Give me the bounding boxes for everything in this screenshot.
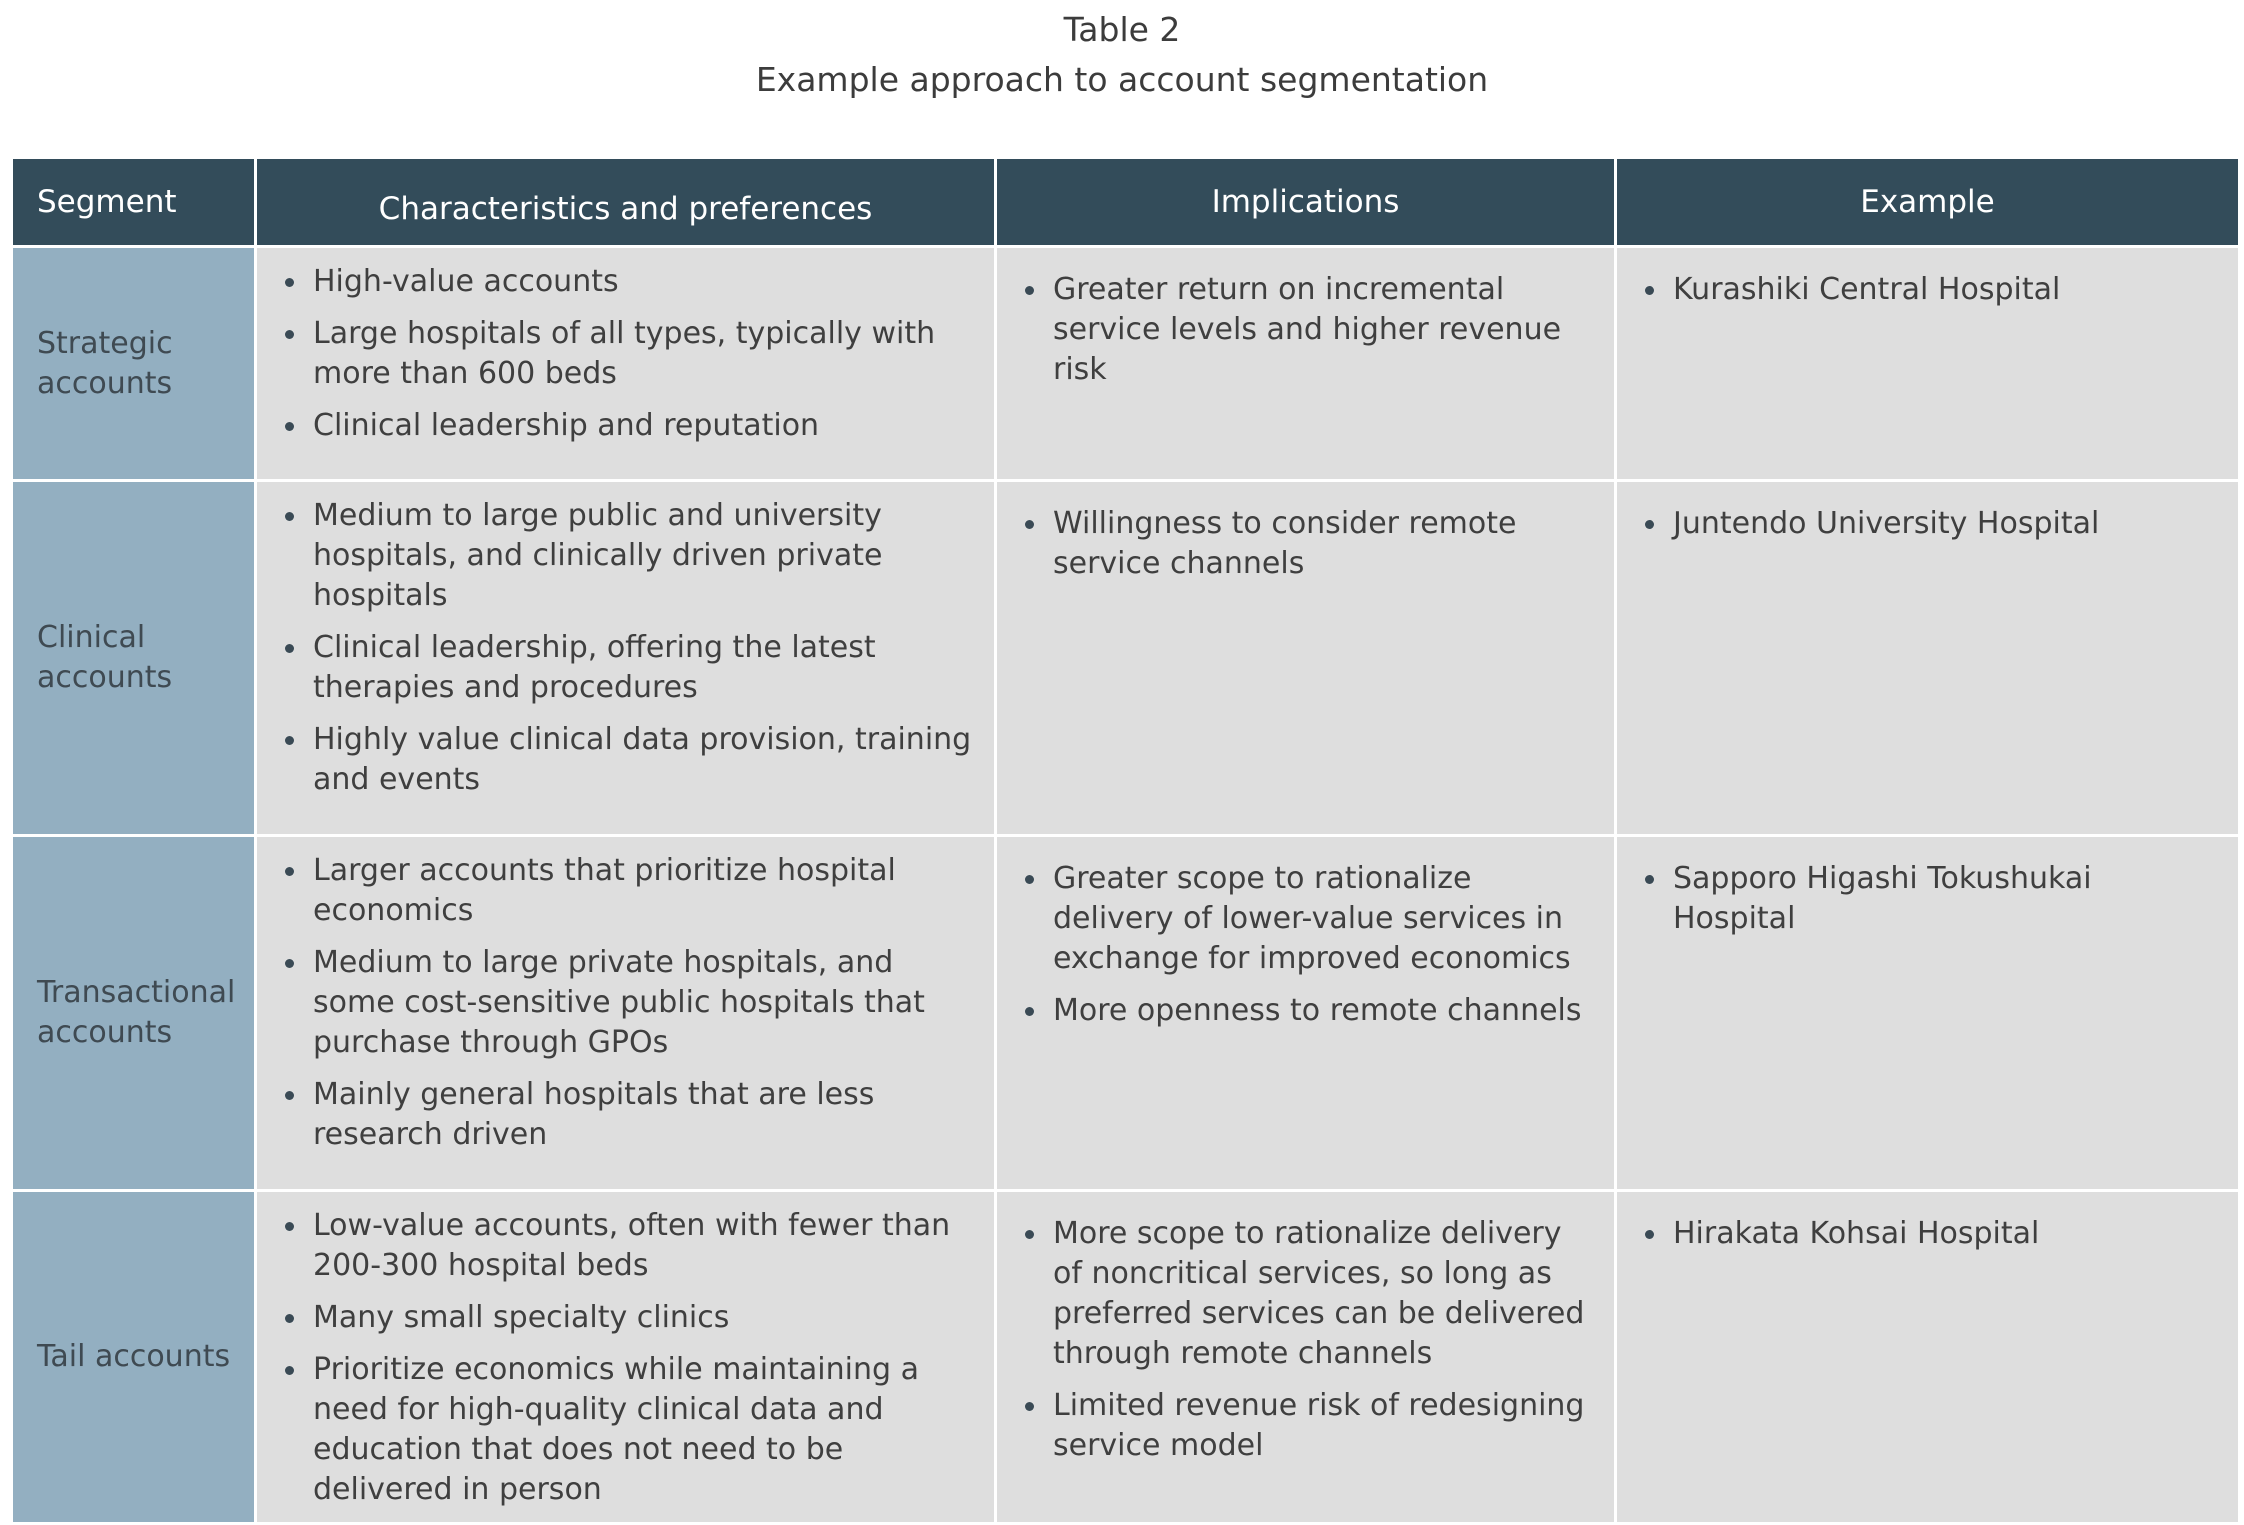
table-row-transactional — [12, 836, 2240, 1191]
characteristics-cell — [256, 247, 996, 481]
example-list — [1639, 270, 2218, 310]
list-item: Greater scope to rationalize delivery of lower-value services in exchange for improved economics — [1019, 859, 1594, 979]
segment-name — [12, 247, 256, 481]
list-item: Hirakata Kohsai Hospital — [1639, 1214, 2218, 1254]
characteristics-list — [279, 262, 982, 446]
header-segment: Segment — [12, 158, 256, 247]
characteristics-list — [279, 1206, 982, 1510]
list-item: More scope to rationalize delivery of noncritical services, so long as preferred services can be delivered through remote channels — [1019, 1214, 1594, 1374]
example-list — [1639, 504, 2218, 544]
example-list — [1639, 1214, 2218, 1254]
list-item: More openness to remote channels — [1019, 991, 1594, 1031]
segment-name — [12, 836, 256, 1191]
list-item: Greater return on incremental service levels and higher revenue risk — [1019, 270, 1594, 390]
example-cell — [1616, 1191, 2240, 1524]
list-item: Clinical leadership and reputation — [279, 406, 982, 446]
characteristics-list — [279, 496, 982, 800]
table-row-strategic — [12, 247, 2240, 481]
list-item: Medium to large public and university hospitals, and clinically driven private hospitals — [279, 496, 982, 616]
implications-cell — [996, 481, 1616, 836]
table-title: Example approach to account segmentation — [755, 60, 1489, 99]
list-item: Willingness to consider remote service channels — [1019, 504, 1594, 584]
list-item: Prioritize economics while maintaining a need for high-quality clinical data and education that does not need to be delivered in person — [279, 1350, 982, 1510]
list-item: Larger accounts that prioritize hospital economics — [279, 851, 982, 931]
segment-label: Tail accounts — [37, 1339, 231, 1374]
segment-name — [12, 1191, 256, 1524]
implications-list — [1019, 1214, 1594, 1466]
segment-label: Strategic accounts — [37, 325, 173, 401]
header-example: Example — [1616, 158, 2240, 247]
list-item: Low-value accounts, often with fewer than 200-300 hospital beds — [279, 1206, 982, 1286]
list-item: Juntendo University Hospital — [1639, 504, 2218, 544]
list-item: Sapporo Higashi Tokushukai Hospital — [1639, 859, 2218, 939]
table-row-tail — [12, 1191, 2240, 1524]
implications-list — [1019, 270, 1594, 390]
example-cell — [1616, 836, 2240, 1191]
segment-label: Clinical accounts — [37, 620, 173, 695]
list-item: Highly value clinical data provision, training and events — [279, 720, 982, 800]
segment-label: Transactional accounts — [37, 975, 236, 1050]
implications-cell — [996, 247, 1616, 481]
list-item: Medium to large private hospitals, and some cost-sensitive public hospitals that purchase through GPOs — [279, 943, 982, 1063]
header-row — [12, 158, 2240, 247]
example-list — [1639, 859, 2218, 939]
characteristics-list — [279, 851, 982, 1155]
example-cell — [1616, 481, 2240, 836]
list-item: Many small specialty clinics — [279, 1298, 982, 1338]
list-item: Limited revenue risk of redesigning service model — [1019, 1386, 1594, 1466]
characteristics-cell — [256, 1191, 996, 1524]
characteristics-cell — [256, 836, 996, 1191]
implications-list — [1019, 859, 1594, 1031]
header-implications: Implications — [996, 158, 1616, 247]
list-item: Large hospitals of all types, typically with more than 600 beds — [279, 314, 982, 394]
list-item: Mainly general hospitals that are less research driven — [279, 1075, 982, 1155]
list-item: Kurashiki Central Hospital — [1639, 270, 2218, 310]
example-cell — [1616, 247, 2240, 481]
characteristics-cell — [256, 481, 996, 836]
segmentation-table — [10, 156, 2241, 1525]
implications-list — [1019, 504, 1594, 584]
table-row-clinical — [12, 481, 2240, 836]
list-item: High-value accounts — [279, 262, 982, 302]
list-item: Clinical leadership, offering the latest therapies and procedures — [279, 628, 982, 708]
implications-cell — [996, 836, 1616, 1191]
segment-name — [12, 481, 256, 836]
header-characteristics: Characteristics and preferences — [256, 158, 996, 247]
table-label: Table 2 — [1063, 10, 1181, 49]
implications-cell — [996, 1191, 1616, 1524]
